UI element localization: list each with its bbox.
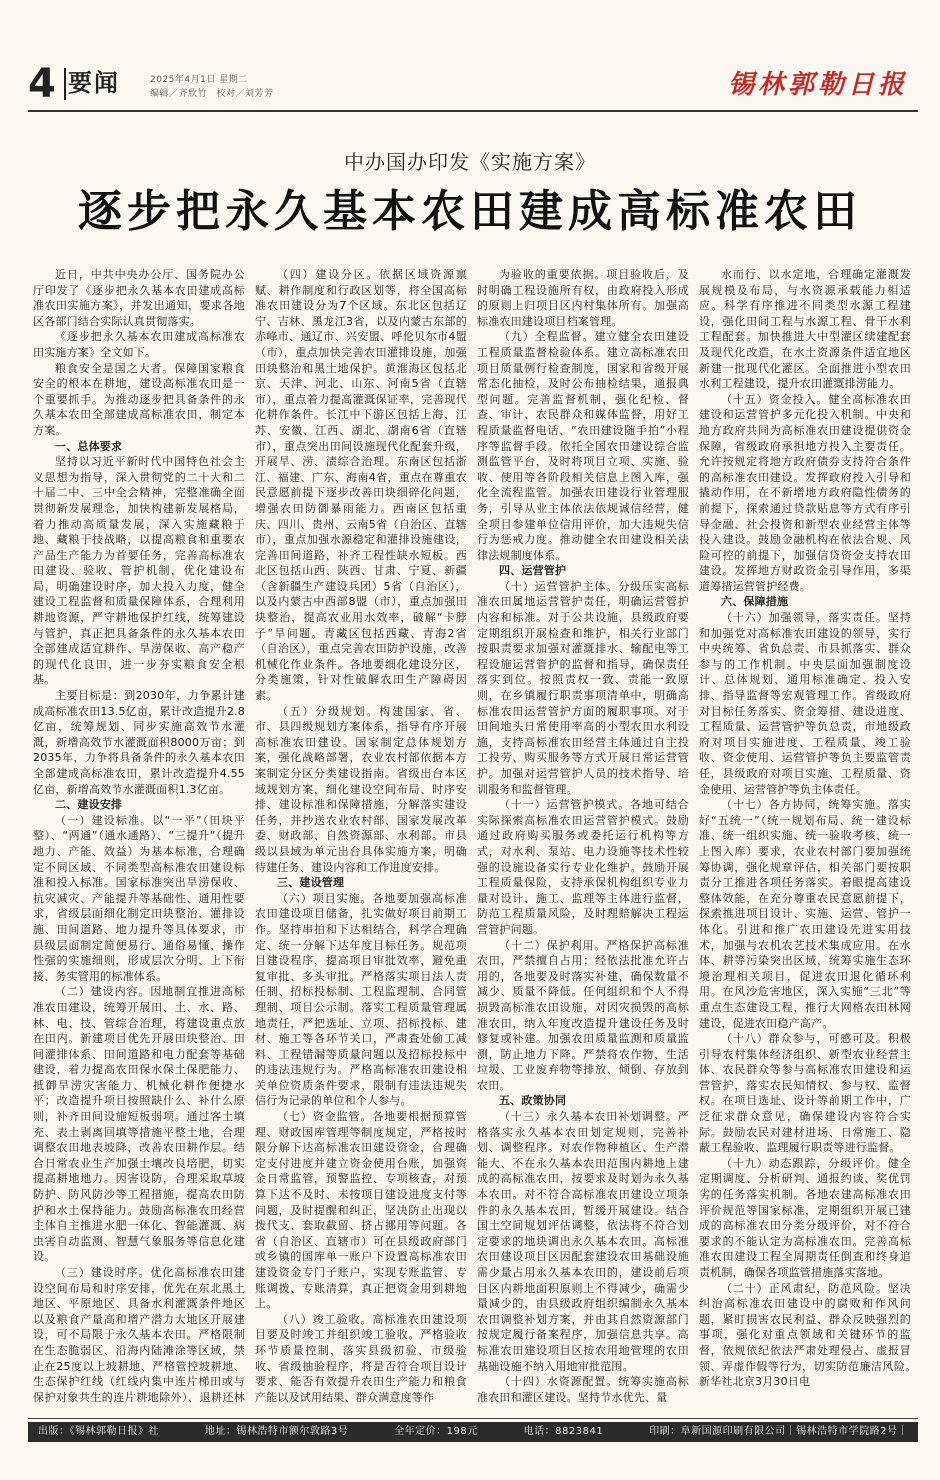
paragraph: （十七）各方协同，统筹实施。落实好“五统一”（统一规划布局、统一建设标准、统一组织实施、统一验收考核、统一上图入库）要求，农业农村部门要加强统筹协调，强化规章评估，相关部门要按职责分工推进各项任务落实。着眼提高建设整体效能，在充分尊重农民意愿前提下，探索推进项目设计、实施、运营、管护一体化。引进和推广农田建设先进实用技术，加强与农机农艺技术集成应用。在水体、耕等污染突出区域，统筹实施生态环境治理相关项目，促进农田退化循环利用。在风沙危害地区，深入实施“三北”等重点生态建设工程，推行大网格农田林网建设，促进农田稳产高产。: [699, 798, 911, 1030]
header-divider: [64, 68, 66, 100]
paragraph: （十一）运营管护模式。各地可结合实际探索高标准农田运营管护模式。鼓励通过政府购买服务或委托运行机构等方式，对水利、泵站、电力设施等技术性较强的设施设备实行专业化维护。鼓励开展工程质量保险，支持承保机构组织专业力量对设计、施工、监理等主体进行监督，防范工程质量风险，及时理赔解决工程运营管护问题。: [477, 798, 689, 936]
paragraph: （十五）资金投入。健全高标准农田建设和运营管护多元化投入机制。中央和地方政府共同为高标准农田建设提供资金保障，省级政府承担地方投入主要责任。允许按规定将地方政府债券支持符合条件的高标准农田建设。发挥政府投入引导和撬动作用，在不新增地方政府隐性债务的前提下，探索通过贷款贴息等方式有序引导金融、社会投资和新型农业经营主体等投入建设。鼓励金融机构在依法合规、风险可控的前提下，加强信贷资金支持农田建设。发挥地方财政资金引导作用，多渠道筹措运营管护经费。: [699, 392, 911, 593]
text-column-1: [33, 267, 245, 1407]
date-line: 2025年4月1日 星期二: [150, 75, 248, 85]
paragraph: （六）项目实施。各地要加强高标准农田建设项目储备，扎实做好项目前期工作。坚持串拍和下达相结合，科学合理确定、统一分解下达年度目标任务。规范项目建设程序，提高项目审批效率，避免重复审批、多头审批。严格落实项目法人责任制、招标投标制、工程监理制、合同管理制、项目公示制。落实工程质量管理属地责任，严把选址、立项、招标投标、建材、施工等各环节关口，严肃查处偷工减料、工程错漏等质量问题以及招标投标中的违法违规行为。严格高标准农田建设相关单位资质条件要求，限制有违法违规失信行为记录的单位和个人参与。: [255, 891, 467, 1108]
paragraph: （十）运营管护主体。分级压实高标准农田属地运营管护责任，明确运营管护内容和标准。对于公共设施，县级政府要定期组织开展检查和维护，相关行业部门按职责要求加强对灌溉排水、输配电等工程设施运营管护的监督和指导，确保责任落实到位。按照责权一致、责能一致原则，在乡镇履行职责事项清单中，明确高标准农田运营管护方面的履职事项。对于田间地头日常使用率高的小型农田水利设施，支持高标准农田经营主体通过自主投工投劳、购买服务等方式开展日常运营管护。加强对运营管护人员的技术指导、培训服务和监督管理。: [477, 579, 689, 796]
paragraph: （四）建设分区。依据区域资源禀赋、耕作制度和行政区划等，将全国高标准农田建设分为7个区域。东北区包括辽宁、吉林、黑龙江3省，以及内蒙古东部的赤峰市、通辽市、兴安盟、呼伦贝尔市4盟（市），重点加快完善农田灌排设施，加强田块整治和黑土地保护。黄淮海区包括北京、天津、河北、山东、河南5省（直辖市），重点着力提高灌溉保证率，完善现代化耕作条件。长江中下游区包括上海、江苏、安徽、江西、湖北、湖南6省（直辖市），重点突出田间设施现代化配套升级，开展旱、涝、渍综合治理。东南区包括浙江、福建、广东、海南4省，重点在尊重农民意愿前提下逐步改善田块细碎化问题，增强农田防御暴雨能力。西南区包括重庆、四川、贵州、云南5省（自治区、直辖市），重点加强水源稳定和灌排设施建设，完善田间道路，补齐工程性缺水短板。西北区包括山西、陕西、甘肃、宁夏、新疆（含新疆生产建设兵团）5省（自治区），以及内蒙古中西部8盟（市），重点加强田块整治，提高农业用水效率，破解“卡脖子”旱问题。青藏区包括西藏、青海2省（自治区），重点完善农田防护设施，改善机械化作业条件。各地要细化建设分区，分类施策，针对性破解农田生产障碍因素。: [255, 268, 467, 703]
header-rule: [28, 110, 918, 112]
paragraph: （十四）水资源配置。统筹实施高标准农田和灌区建设。坚持节水优先、量: [477, 1375, 689, 1404]
section-heading: 五、政策协同: [499, 1094, 567, 1108]
page-header: [28, 62, 918, 108]
paragraph: （十三）永久基本农田补划调整。严格落实永久基本农田划定规则，完善补划、调整程序。对农作物种植区、生产潜能大、不在永久基本农田范围内耕地上建成的高标准农田，按要求及时划为永久基本农田。对不符合高标准农田建设立项条件的永久基本农田，暂缓开展建设。结合国土空间规划评估调整，依法将不符合划定要求的地块调出永久基本农田。高标准农田建设项目区因配套建设农田基础设施需少量占用永久基本农田的，建设前后项目区内耕地面积原则上不得减少，确需少量减少的，由县级政府组织编制永久基本农田调整补划方案，并由其自然资源部门按规定履行备案程序，加强信息共享。高标准农田建设项目区按农用地管理的农田基础设施不纳入用地审批范围。: [477, 1110, 689, 1373]
footer-phone: 电话：8823841: [523, 1426, 604, 1437]
text-column-3: [477, 267, 689, 1407]
paragraph: 为验收的重要依据。项目验收后，及时明确工程设施所有权，由政府投入形成的原则上归项目区内村集体所有。加强高标准农田建设项目档案管理。: [477, 268, 689, 328]
paragraph: （十八）群众参与，可感可及。积极引导农村集体经济组织、新型农业经营主体、农民群众等参与高标准农田建设和运营管护，落实农民知情权、参与权、监督权。在项目选址、设计等前期工作中，广泛征求群众意见，确保建设内容符合实际。鼓励农民对建材进场、日常施工、隐蔽工程验收、监理履行职责等进行监督。: [699, 1032, 911, 1155]
article-body: [33, 267, 913, 1407]
section-name: 要闻: [68, 69, 120, 97]
paragraph: （二）建设内容。因地制宜推进高标准农田建设，统筹开展田、土、水、路、林、电、技、管综合治理，将建设重点放在田内。新建项目优先开展田块整治、田间灌排体系、田间道路和电力配套等基础建设，着力提高农田保水保土保肥能力、抵御旱涝灾害能力、机械化耕作便捷水平；改造提升项目按照缺什么、补什么原则，补齐田间设施短板弱项。通过客土填充、表土剥离回填等措施平整土地，合理调整农田地表坡降，改善农田耕作层。结合日常农业生产加强土壤改良培肥，切实提高耕地地力。因害设防，合理采取草坡防护、防风防沙等工程措施，提高农田防护和水土保持能力。鼓励高标准农田经营主体自主推进水肥一体化、智能灌溉、病虫害自动监测、智慧气象服务等信息化建设。: [33, 985, 245, 1264]
newspaper-masthead: 锡林郭勒日报: [727, 70, 908, 100]
paragraph: 近日，中共中央办公厅、国务院办公厅印发了《逐步把永久基本农田建成高标准农田实施方案》，并发出通知，要求各地区各部门结合实际认真贯彻落实。: [33, 268, 245, 328]
page-footer: [28, 1422, 918, 1442]
paragraph: 主要目标是：到2030年，力争累计建成高标准农田13.5亿亩，累计改造提升2.8亿亩，统筹规划、同步实施高效节水灌溉，新增高效节水灌溉面积8000万亩；到2035年，力争将具备条件的永久基本农田全部建成高标准农田，累计改造提升4.55亿亩，新增高效节水灌溉面积1.3亿亩。: [33, 689, 245, 796]
editor-line: 编辑／齐欣竹 校对／刘芳芳: [150, 89, 274, 99]
paragraph: 《逐步把永久基本农田建成高标准农田实施方案》全文如下。: [33, 330, 245, 359]
paragraph: （九）全程监督。建立健全农田建设工程质量监督检验体系。建立高标准农田项目质量例行检查制度，国家和省级开展常态化抽检，及时公布抽检结果，通报典型问题。完善监督机制，强化纪检、督查、审计、农民群众和媒体监督，用好工程质量监督电话、“农田建设随手拍”小程序等监督手段。依托全国农田建设综合监测监管平台，及时将项目立项、实施、验收、使用等各阶段相关信息上图入库，强化全流程监管。加强农田建设行业管理服务，引导从业主体依法依规诚信经营，健全项目参建单位信用评价，加大违规失信行为惩戒力度。推动健全农田建设相关法律法规制度体系。: [477, 330, 689, 562]
article-kicker: 中办国办印发《实施方案》: [344, 150, 596, 174]
paragraph: （五）分级规划。构建国家、省、市、县四级规划方案体系，指导有序开展高标准农田建设。国家制定总体规划方案，强化战略部署，农业农村部依据本方案制定分区分类建设指南。省级出台本区域规划方案，细化建设空间布局、时序安排、建设标准和保障措施，分解落实建设任务，并抄送农业农村部、国家发展改革委、财政部、自然资源部、水利部。市县级以县域为单元出台具体实施方案，明确待建任务、建设内容和工作进度安排。: [255, 704, 467, 874]
paragraph: （三）建设时序。优化高标准农田建设空间布局和时序安排，优先在东北黑土地区、平原地区、具备水利灌溉条件地区以及粮食产量高和增产潜力大地区开展建设，可不局限于永久基本农田。严格限制在生态脆弱区、沿海内陆滩涂等区域，禁止在25度以上坡耕地、严格管控坡耕地、生态保护红线（红线内集中连片梯田或与保护对象共生的连片耕地除外）、退耕还林: [33, 1266, 245, 1404]
footer-rule: [28, 1418, 918, 1419]
section-heading: 三、建设管理: [277, 876, 345, 890]
footer-price: 全年定价：198元: [394, 1426, 478, 1437]
paragraph: （七）资金监管。各地要根据预算管理、财政国库管理等制度规定，严格按时限分解下达高标准农田建设资金，合理确定支付进度并建立资金使用台账，加强资金日常监管，预警监控、专项核查，对预算下达不及时、未按项目建设进度支付等问题，及时提醒和纠正，坚决防止出现以拨代支、套取截留、挤占挪用等问题。各省（自治区、直辖市）可在县级政府部门或乡镇的国库单一账户下设置高标准农田建设资金专门子账户，实现专账监管、专账调拨、专账清算，真正把资金用到耕地上。: [255, 1110, 467, 1311]
page-number: 4: [28, 61, 56, 107]
paragraph: （八）竣工验收。高标准农田建设项目要及时竣工并组织竣工验收。严格验收环节质量控制，落实县级初验、市级验收、省级抽验程序，将是否符合项目设计要求、能否有效提升农田生产能力和粮食产能以及试用结果、群众满意度等作: [255, 1312, 467, 1404]
footer-printer: 印刷：阜新国源印刷有限公司｜锡林浩特市学院路2号｜: [649, 1426, 908, 1437]
paragraph: （一）建设标准。以“一平”（田块平整）、“两通”（通水通路）、“三提升”（提升地力、产能、效益）为基本标准，合理确定不同区域、不同类型高标准农田建设标准和投入标准。国家标准突出旱涝保收、抗灾减灾、产能提升等基础性、通用性要求，省级层面细化制定田块整治、灌排设施、田间道路、地力提升等具体要求，市县级层面制定简便易行、通俗易懂、操作性强的实施细则，形成层次分明、上下衔接、务实管用的标准体系。: [33, 813, 245, 983]
paragraph: 粮食安全是国之大者。保障国家粮食安全的根本在耕地，建设高标准农田是一个重要抓手。为推动逐步把具备条件的永久基本农田全部建成高标准农田，制定本方案。: [33, 361, 245, 437]
footer-address: 地址：锡林浩特市额尔敦路3号: [204, 1426, 349, 1437]
paragraph: （十六）加强领导，落实责任。坚持和加强党对高标准农田建设的领导，实行中央统筹、省负总责、市县抓落实、群众参与的工作机制。中央层面加强制度设计、总体规划、通用标准确定、投入安排、指导监督等宏观管理工作。省级政府对目标任务落实、资金筹措、建设进度、工程质量、运营管护等负总责，市地级政府对项目实施进度、工程质量、竣工验收、资金使用、运营管护等负主要监管责任，县级政府对项目实施、工程质量、资金使用、运营管护等负主体责任。: [699, 611, 911, 796]
footer-publisher: 出版：《锡林郭勒日报》社: [38, 1426, 159, 1437]
section-heading: 一、总体要求: [55, 439, 123, 453]
paragraph: （十九）动态跟踪，分级评价。健全定期调度、分析研判、通报约谈、奖优罚劣的任务落实机制。各地农建高标准农田评价规范等国家标准，定期组织开展已建成的高标准农田分类分级评价，对不符合要求的不能认定为高标准农田。完善高标准农田建设工程全周期责任倒查和终身追责机制，确保各项监管措施落实落地。: [699, 1156, 911, 1279]
section-heading: 四、运营管护: [499, 564, 567, 578]
paragraph: （二十）正风肃纪，防范风险。坚决纠治高标准农田建设中的腐败和作风问题，紧盯损害农民利益、群众反映强烈的事项，强化对重点领域和关键环节的监督，依规依纪依法严肃处理侵占、虚报冒领、弄虚作假等行为，切实防范廉洁风险。 新华社北京3月30日电: [699, 1281, 911, 1389]
text-column-2: [255, 267, 467, 1407]
paragraph: 坚持以习近平新时代中国特色社会主义思想为指导，深入贯彻党的二十大和二十届二中、三中全会精神，完整准确全面贯彻新发展理念，加快构建新发展格局，着力推动高质量发展，深入实施藏粮于地、藏粮于技战略，以提高粮食和重要农产品生产能力为首要任务，完善高标准农田建设、验收、管护机制，优化建设布局，明确建设时序，加大投入力度，健全建设工程监督和质量保障体系，合理利用耕地资源，严守耕地保护红线，统筹建设与管护，真正把具备条件的永久基本农田全部建成适宜耕作、旱涝保收、高产稳产的现代化良田，进一步夯实粮食安全根基。: [33, 455, 245, 687]
paragraph: 水而行、以水定地，合理确定灌溉发展规模及布局，与水资源承载能力相适应。科学有序推进不同类型水源工程建设，强化田间工程与水源工程、骨干水利工程配套。加快推进大中型灌区续建配套及现代化改造，在水土资源条件适宜地区新建一批现代化灌区。全面推进小型农田水利工程建设，提升农田灌溉排涝能力。: [699, 268, 911, 391]
article-headline: 逐步把永久基本农田建成高标准农田: [78, 186, 862, 237]
section-heading: 六、保障措施: [721, 595, 789, 609]
text-column-4: [699, 267, 911, 1407]
paragraph: （十二）保护利用。严格保护高标准农田，严禁擅自占用；经依法批准允许占用的，各地要及时落实补建，确保数量不减少、质量不降低。任何组织和个人不得损毁高标准农田设施，对因灾损毁的高标准农田，纳入年度改造提升建设任务及时修复或补建。加强农田质量监测和质量监测，防止地力下降。严禁将农作物、生活垃圾、工业废弃物等排放、倾倒、存放到农田。: [477, 938, 689, 1092]
section-heading: 二、建设安排: [55, 798, 123, 812]
